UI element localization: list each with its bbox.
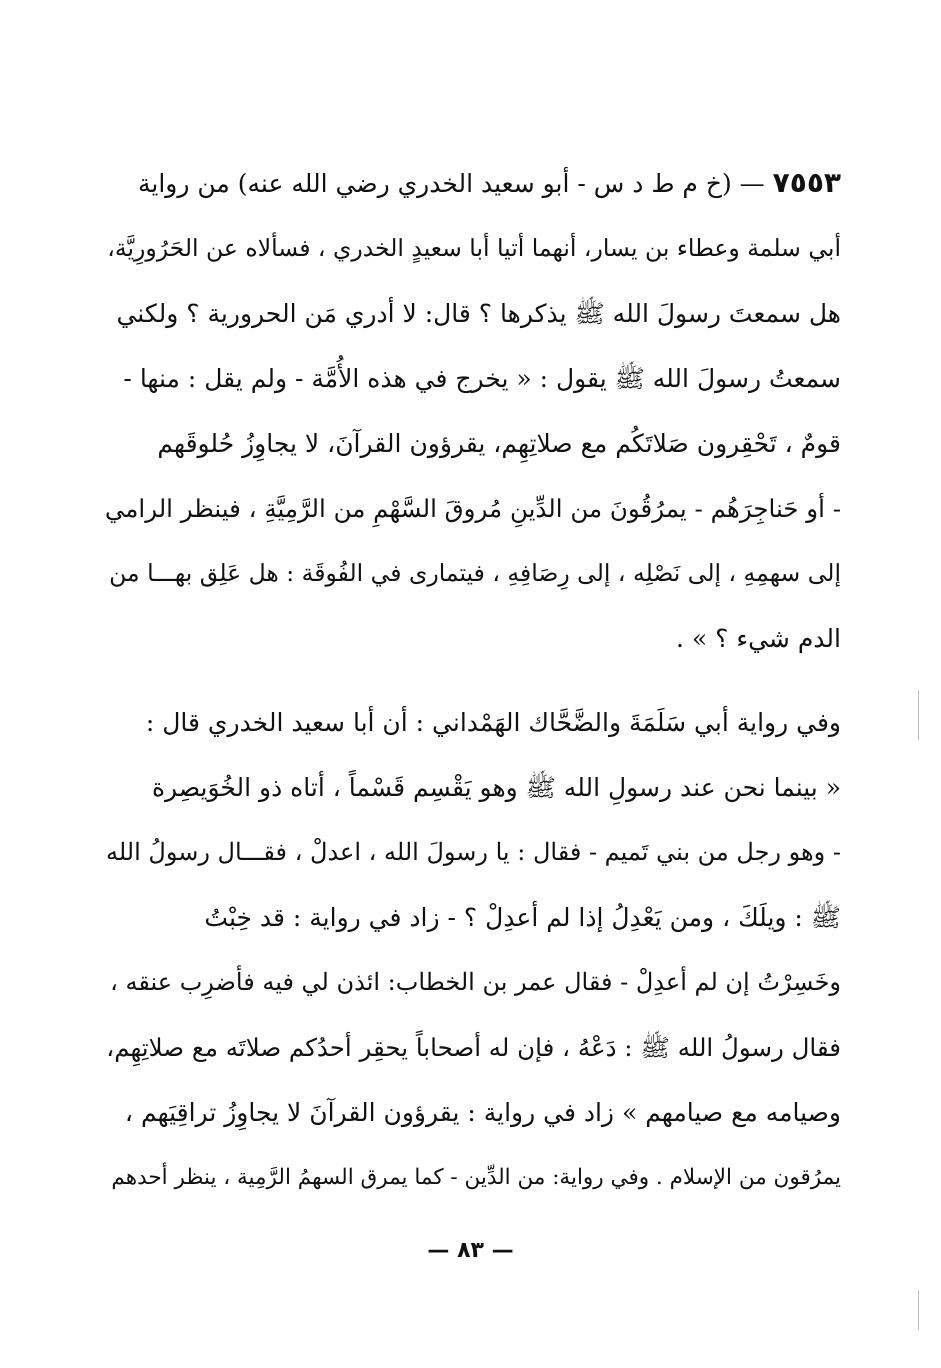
text-line: فقال رسولُ الله ﷺ : دَعْهُ ، فإن له أصحاباً يحقِر أحدُكم صلاتَه مع صلاتِهِم، — [106, 1033, 841, 1062]
text-line: الدم شيء ؟ » . — [675, 624, 841, 653]
text-line: ﷺ : ويلَكَ ، ومن يَعْدِلُ إذا لم أعدِلْ ؟ - زاد في رواية : قد خِبْتُ — [204, 903, 841, 932]
text-line: وخَسِرْتُ إن لم أعدِلْ - فقال عمر بن الخطاب: ائذن لي فيه فأضرِب عنقه ، — [110, 968, 841, 996]
narration-paragraph — [97, 690, 841, 1210]
text-line: - وهو رجل من بني تَميم - فقال : يا رسولَ الله ، اعدلْ ، فقـــال رسولُ الله — [105, 838, 841, 866]
hadith-number: ٧٥٥٣ — [772, 166, 841, 199]
scan-edge-mark — [918, 1290, 919, 1330]
text-line: سمعتُ رسولَ الله ﷺ يقول : « يخرج في هذه الأُمَّة - ولم يقل : منها - — [123, 364, 841, 393]
text-line: ٧٥٥٣ — (خ م ط د س - أبو سعيد الخدري رضي الله عنه) من رواية — [138, 166, 841, 199]
text-line: قومٌ ، تَحْقِرون صَلاتَكُم مع صلاتِهِم، يقرؤون القرآنَ، لا يجاوِزُ حُلوقَهم — [157, 429, 841, 458]
text-line: إلى سهمِهِ ، إلى نَصْلِه ، إلى رِصَافِهِ ، فيتمارى في الفُوقَة : هل عَلِق بهـــا من — [109, 559, 841, 587]
text-line: « بينما نحن عند رسولِ الله ﷺ وهو يَقْسِم قَسْماً ، أتاه ذو الخُوَيصِرة — [151, 773, 841, 802]
page-number: — ٨٣ — — [427, 1238, 514, 1263]
text-line: يمرُقون من الإسلام . وفي رواية: من الدِّين - كما يمرق السهمُ الرَّمِية ، ينظر أحدهم — [111, 1165, 841, 1190]
hadith-paragraph — [97, 150, 841, 671]
text-line: - أو حَناجِرَهُم - يمرُقُونَ من الدِّينِ مُروقَ السَّهْمِ من الرَّمِيَّةِ ، فينظر الرامي — [104, 494, 841, 523]
text-line: هل سمعتَ رسولَ الله ﷺ يذكرها ؟ قال: لا أدري مَن الحرورية ؟ ولكني — [116, 299, 841, 328]
text-line: أبي سلمة وعطاء بن يسار، أنهما أتيا أبا سعيدٍ الخدري ، فسألاه عن الحَرُورِيَّة، — [107, 234, 841, 262]
scan-edge-mark — [918, 690, 919, 740]
text-line: وصيامه مع صيامهم » زاد في رواية : يقرؤون القرآنَ لا يجاوِزُ تراقِيَهم ، — [124, 1098, 841, 1127]
text-line: وفي رواية أبي سَلَمَةَ والضَّحَّاك الهَمْداني : أن أبا سعيد الخدري قال : — [145, 708, 841, 737]
